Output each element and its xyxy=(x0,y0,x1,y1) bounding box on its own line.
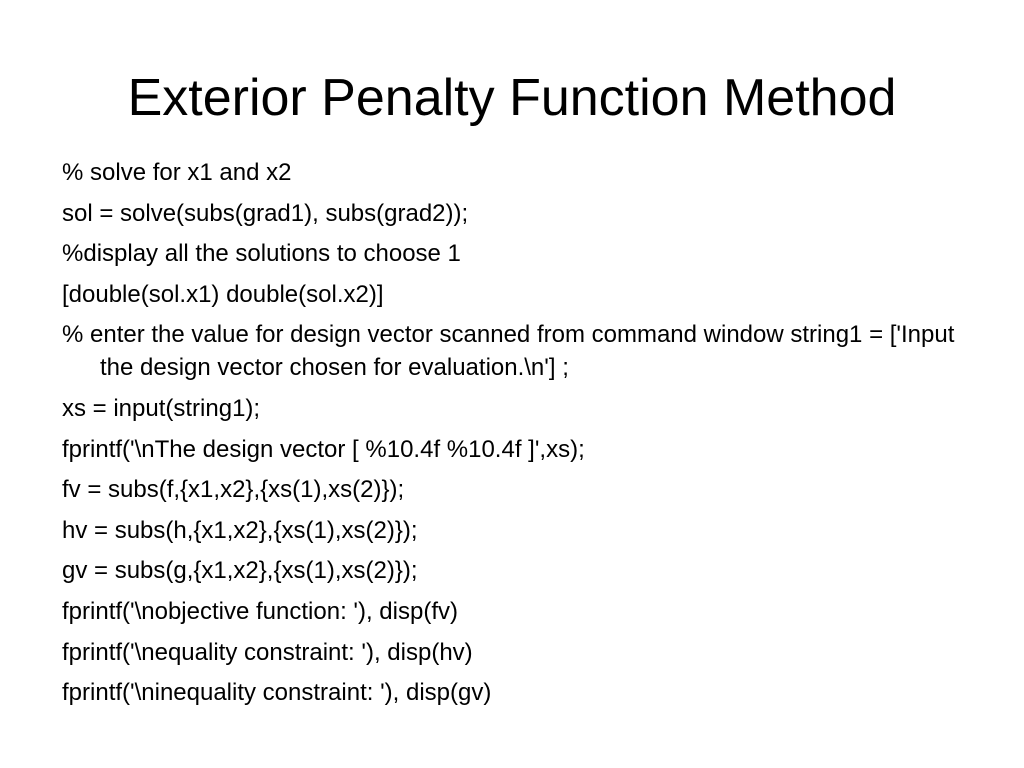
code-line: % enter the value for design vector scanned from command window string1 = ['Input the design vector chosen for evaluation.\n'] ; xyxy=(62,321,962,382)
code-line-list xyxy=(62,156,982,717)
code-line: gv = subs(g,{x1,x2},{xs(1),xs(2)}); xyxy=(62,557,418,585)
code-line: hv = subs(h,{x1,x2},{xs(1),xs(2)}); xyxy=(62,516,418,544)
code-line: fv = subs(f,{x1,x2},{xs(1),xs(2)}); xyxy=(62,476,405,504)
code-line: fprintf('\nobjective function: '), disp(fv) xyxy=(62,597,458,625)
code-line: %display all the solutions to choose 1 xyxy=(62,240,461,268)
code-line: fprintf('\nequality constraint: '), disp(hv) xyxy=(62,638,473,666)
code-line: sol = solve(subs(grad1), subs(grad2)); xyxy=(62,199,469,227)
code-line: fprintf('\ninequality constraint: '), disp(gv) xyxy=(62,679,492,707)
code-line: % solve for x1 and x2 xyxy=(62,159,292,186)
slide-title: Exterior Penalty Function Method xyxy=(127,69,897,127)
code-line: fprintf('\nThe design vector [ %10.4f %10.4f ]',xs); xyxy=(62,435,585,463)
code-line: xs = input(string1); xyxy=(62,394,261,422)
code-line: [double(sol.x1) double(sol.x2)] xyxy=(62,280,384,308)
